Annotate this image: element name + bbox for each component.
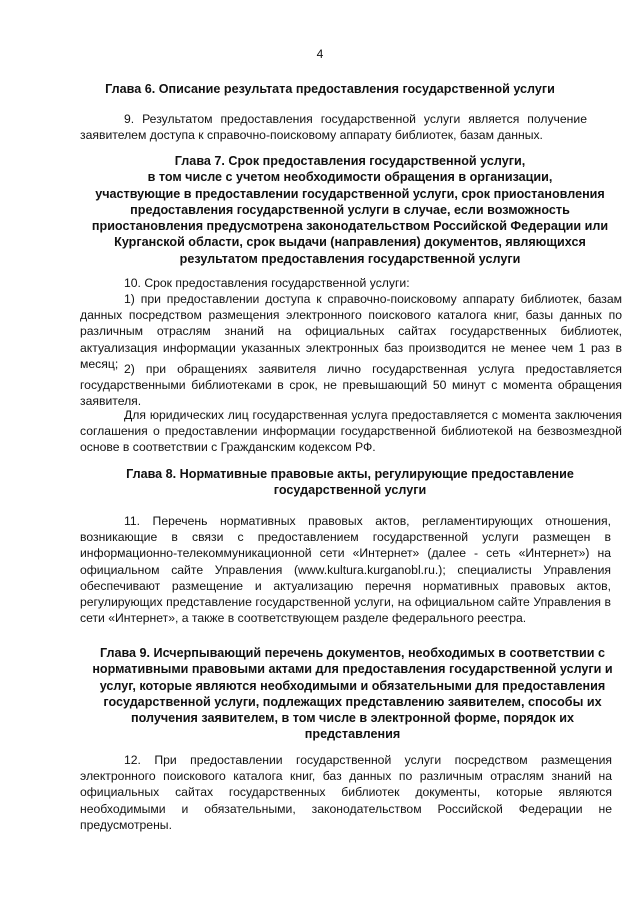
paragraph-10-legal-entities: Для юридических лиц государственная услуга предоставляется с момента заключения соглашения о предоставлении информации государственной библиотекой на безвозмездной основе в соответствии с Гражданским кодексом РФ.	[80, 408, 622, 455]
chapter-6-heading: Глава 6. Описание результата предоставления государственной услуги	[105, 82, 555, 96]
page-number: 4	[316, 47, 324, 61]
heading-line: Глава 9. Исчерпывающий перечень документов, необходимых в соответствии с	[99, 646, 606, 660]
paragraph-12: 12. При предоставлении государственной услуги посредством размещения электронного поискового каталога книг, баз данных по различным отраслям знаний на официальных сайтах государственных библиотек документы, которые являются необходимыми и обязательными, законодательством Российской Федерации не предусмотрены.	[80, 753, 612, 832]
heading-line: участвующие в предоставлении государственной услуги, срок приостановления	[95, 186, 605, 201]
heading-line: нормативными правовыми актами для предоставления государственной услуги и	[92, 662, 613, 677]
heading-line: государственной услуги, подлежащих представлению заявителем, способы их	[103, 694, 602, 709]
heading-line: государственной услуги	[273, 483, 427, 498]
heading-line: Глава 7. Срок предоставления государственной услуги,	[174, 154, 526, 168]
heading-line: представления	[304, 727, 401, 742]
heading-line: услуг, которые являются необходимыми и обязательными для предоставления	[99, 678, 606, 693]
paragraph-11: 11. Перечень нормативных правовых актов, регламентирующих отношения, возникающие в связи с предоставлением государственной услуги размещен в информационно-телекоммуникационной сети «Интернет» (далее - сеть «Интернет») на официальном сайте Управления (www.kultura.kurganobl.ru.); специалисты Управления обеспечивают размещение и актуализацию перечня нормативных правовых актов, регулирующих представление государственной услуги, на официальном сайте Управления в сети «Интернет», а также в соответствующем разделе федерального реестра.	[80, 514, 611, 626]
paragraph-10: 10. Срок предоставления государственной услуги:	[124, 276, 410, 290]
paragraph-10-item-2: 2) при обращениях заявителя лично государственная услуга предоставляется государственными библиотеками в срок, не превышающий 50 минут с момента обращения заявителя.	[80, 362, 622, 409]
heading-line: Глава 8. Нормативные правовые акты, регулирующие предоставление	[126, 467, 574, 481]
chapter-8-heading	[80, 466, 620, 499]
chapter-9-heading	[75, 645, 630, 743]
heading-line: получения заявителем, в том числе в электронной форме, порядок их	[131, 711, 574, 726]
heading-line: Курганской области, срок выдачи (направления) документов, являющихся	[114, 235, 586, 250]
chapter-7-heading	[75, 153, 625, 267]
heading-line: результатом предоставления государственной услуги	[179, 251, 521, 266]
heading-line: в том числе с учетом необходимости обращения в организации,	[147, 170, 553, 185]
paragraph-9: 9. Результатом предоставления государственной услуги является получение заявителем доступа к справочно-поисковому аппарату библиотек, базам данных.	[80, 112, 587, 143]
paragraph-10-item-1: 1) при предоставлении доступа к справочно-поисковому аппарату библиотек, базам данных посредством размещения электронного поискового каталога книг, базы данных по различным отраслям знаний на официальных сайтах государственных библиотек, актуализация информации указанных электронных баз производится не менее чем 1 раз в месяц;	[80, 292, 622, 371]
heading-line: приостановления предусмотрена законодательством Российской Федерации или	[91, 219, 609, 234]
heading-line: предоставления государственной услуги в случае, если возможность	[130, 202, 570, 217]
